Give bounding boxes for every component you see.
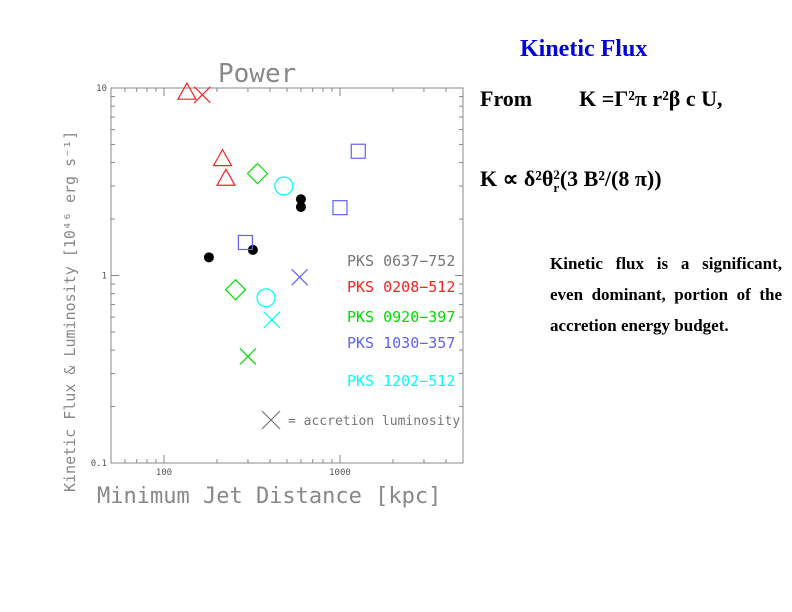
legend-entry: PKS 0208−512 <box>347 278 456 296</box>
prop-sup: 2 <box>553 166 560 182</box>
point-diamond <box>226 280 246 300</box>
point-square <box>351 144 365 158</box>
prop-rest: (3 B²/(8 π)) <box>559 166 662 191</box>
proportionality-equation <box>480 166 662 194</box>
accretion-label: = accretion luminosity <box>288 414 461 429</box>
y-tick-label: 1 <box>101 271 107 282</box>
summary-note: Kinetic flux is a significant, even dominant, portion of the accretion energy budget. <box>550 254 782 335</box>
prop-lhs: K ∝ δ²θ <box>480 166 554 191</box>
point-triangle <box>213 150 231 166</box>
point-circle <box>275 177 293 195</box>
point-diamond <box>248 163 268 183</box>
point-circle <box>257 289 275 307</box>
x-tick-label: 1000 <box>329 468 351 478</box>
y-tick-label: 10 <box>96 84 107 94</box>
prop-sub: r <box>553 179 560 195</box>
point-triangle <box>178 83 196 99</box>
chart-title: Power <box>218 59 297 89</box>
accretion-legend <box>262 411 460 429</box>
legend <box>347 252 455 390</box>
legend-entry: PKS 1202−512 <box>347 372 456 390</box>
plot-frame <box>111 88 463 463</box>
x-axis-label: Minimum Jet Distance [kpc] <box>97 484 442 509</box>
legend-entry: PKS 0637−752 <box>347 252 456 270</box>
y-axis-label: Kinetic Flux & Luminosity [10⁴⁶ erg s⁻¹] <box>61 130 79 492</box>
x-tick-label: 100 <box>155 468 173 478</box>
point-filled-circle <box>204 252 214 262</box>
equation-formula: K =Γ²π r²β c U, <box>579 86 723 111</box>
kinetic-flux-equation <box>480 86 723 112</box>
legend-entry: PKS 0920−397 <box>347 308 456 326</box>
equation-from: From <box>480 86 533 111</box>
data-points <box>178 83 365 364</box>
point-filled-circle <box>296 202 306 212</box>
point-triangle <box>217 169 235 185</box>
legend-entry: PKS 1030−357 <box>347 334 456 352</box>
point-square <box>333 201 347 215</box>
y-tick-label: 0.1 <box>90 459 107 469</box>
slide-title: Kinetic Flux <box>520 36 648 62</box>
